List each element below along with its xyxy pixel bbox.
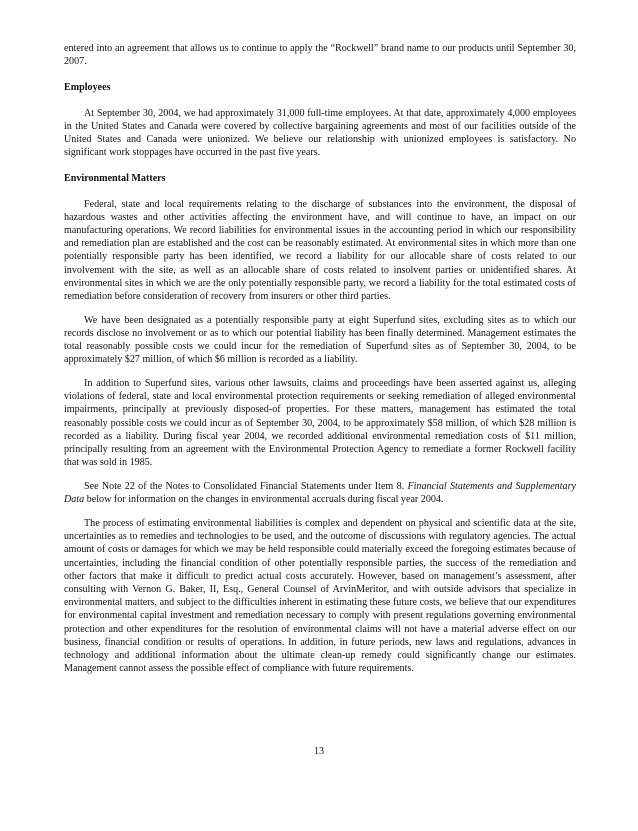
environmental-paragraph-1: Federal, state and local requirements relating to the discharge of substances into the environment, the disposal of hazardous wastes and other activities affecting the environment have, and will continue to have, an impact on our manufacturing operations. We record liabilities for environmental issues in the accounting period in which our responsibility and remediation plan are established and the cost can be reasonably estimated. At environmental sites in which more than one potentially responsible party has been identified, we record a liability for our allocable share of costs related to our involvement with the site, as well as an allocable share of costs related to insolvent parties or unidentified shares. At environmental sites in which we are the only potentially responsible party, we record a liability for the total estimated costs of remediation before consideration of recovery from insurers or other third parties. [64,198,576,303]
environmental-paragraph-3: In addition to Superfund sites, various other lawsuits, claims and proceedings have been asserted against us, alleging violations of federal, state and local environmental protection requirements or seeking remediation of alleged environmental impairments, principally at previously disposed-of properties. For these matters, management has estimated the total reasonably possible costs we could incur as of September 30, 2004, to be approximately $58 million, of which $28 million is recorded as a liability. During fiscal year 2004, we recorded additional environmental remediation costs of $11 million, principally resulting from an agreement with the Environmental Protection Agency to remediate a former Rockwell facility that was sold in 1985. [64,378,576,469]
intro-paragraph: entered into an agreement that allows us to continue to apply the “Rockwell” brand name to our products until September 30, 2007. [64,43,576,68]
page-number: 13 [313,746,325,757]
environmental-paragraph-2: We have been designated as a potentially responsible party at eight Superfund sites, excluding sites as to which our records disclose no involvement or as to which our potential liability has been finally determined. Management estimates the total reasonably possible costs we could incur for the remediation of Superfund sites as of September 30, 2004, to be approximately $27 million, of which $6 million is recorded as a liability. [64,314,576,366]
employees-paragraph: At September 30, 2004, we had approximately 31,000 full-time employees. At that date, approximately 4,000 employees in the United States and Canada were covered by collective bargaining agreements and most of our facilities outside of the United States and Canada were unionized. We believe our relationship with unionized employees is satisfactory. No significant work stoppages have occurred in the past five years. [64,107,576,159]
financial-statements-reference: Financial Statements and Supplementary Data [64,480,576,506]
employees-heading: Employees [64,82,111,94]
document-body [64,42,576,686]
environmental-paragraph-4 [64,480,576,506]
environmental-paragraph-5: The process of estimating environmental liabilities is complex and dependent on physical and scientific data at the site, uncertainties as to remedies and technologies to be used, and the outcome of discussions with regulatory agencies. The actual amount of costs or damages for which we may be held responsible could materially exceed the foregoing estimates because of uncertainties, including the financial condition of other potentially responsible parties, the success of the remediation and other factors that make it difficult to predict actual costs accurately. However, based on management’s assessment, after consulting with Vernon G. Baker, II, Esq., General Counsel of ArvinMeritor, and with outside advisors that specialize in environmental matters, and subject to the difficulties inherent in estimating these future costs, we believe that our expenditures for environmental capital investment and remediation necessary to comply with present regulations governing environmental protection and other expenditures for the resolution of environmental claims will not have a material adverse effect on our business, financial condition or results of operations. In addition, in future periods, new laws and regulations, advances in technology and additional information about the ultimate clean-up remedy could significantly change our estimates. Management cannot assess the possible effect of compliance with future requirements. [64,517,576,675]
note-reference-text: See Note 22 of the Notes to Consolidated Financial Statements under Item 8. [84,480,408,492]
environmental-matters-heading: Environmental Matters [64,173,166,185]
note-reference-tail: below for information on the changes in environmental accruals during fiscal year 2004. [84,494,444,506]
